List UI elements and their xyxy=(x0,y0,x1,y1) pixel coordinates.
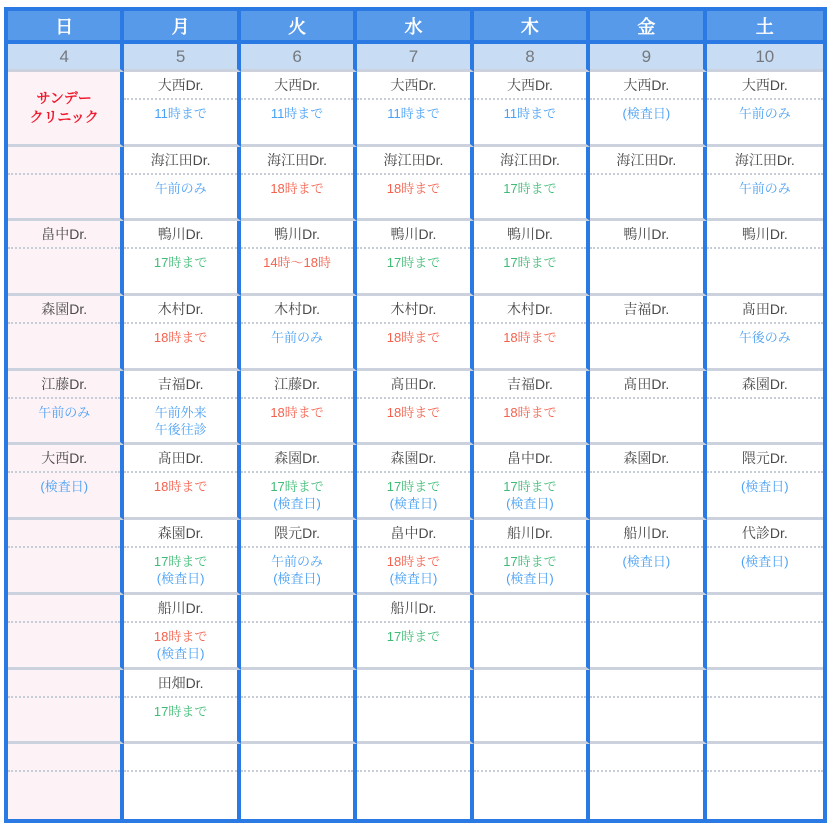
schedule-cell xyxy=(590,445,706,520)
schedule-time xyxy=(241,249,353,293)
sunday-clinic-label: クリニック xyxy=(29,108,99,125)
time-note: (検査日) xyxy=(740,554,789,570)
time-note: 17時まで xyxy=(503,479,557,495)
schedule-cell xyxy=(8,595,124,670)
doctor-name: 大西Dr. xyxy=(241,72,353,100)
schedule-cell xyxy=(707,72,823,147)
schedule-time xyxy=(8,772,120,819)
schedule-cell xyxy=(474,371,590,446)
schedule-cell xyxy=(8,744,124,819)
time-note: 18時まで xyxy=(386,554,441,570)
doctor-name: 森園Dr. xyxy=(707,371,823,399)
schedule-cell xyxy=(357,72,473,147)
schedule-time xyxy=(8,623,120,667)
time-note: 18時まで xyxy=(153,330,208,346)
schedule-time xyxy=(707,175,823,219)
doctor-name: 海江田Dr. xyxy=(474,147,586,175)
doctor-name: 大西Dr. xyxy=(8,445,120,473)
doctor-name: 畠中Dr. xyxy=(474,445,586,473)
schedule-cell xyxy=(357,147,473,222)
schedule-time xyxy=(474,548,586,592)
schedule-time xyxy=(707,324,823,368)
schedule-cell xyxy=(241,147,357,222)
schedule-cell xyxy=(707,670,823,745)
time-note: 18時まで xyxy=(270,180,324,196)
schedule-cell xyxy=(124,147,240,222)
doctor-name xyxy=(707,595,823,623)
date-cell-fri: 9 xyxy=(590,44,706,72)
doctor-name: 畠中Dr. xyxy=(8,221,120,249)
schedule-time xyxy=(357,249,469,293)
schedule-cell xyxy=(241,72,357,147)
schedule-time xyxy=(241,548,353,592)
schedule-time xyxy=(357,548,469,592)
schedule-cell xyxy=(707,147,823,222)
schedule-time xyxy=(8,473,120,517)
schedule-time xyxy=(124,698,236,742)
doctor-name xyxy=(474,595,586,623)
time-note: (検査日) xyxy=(156,645,205,661)
schedule-cell xyxy=(590,595,706,670)
doctor-name: 大西Dr. xyxy=(124,72,236,100)
time-note: (検査日) xyxy=(740,479,789,495)
doctor-name xyxy=(8,520,120,548)
schedule-cell xyxy=(124,296,240,371)
sunday-clinic-label: サンデー xyxy=(36,89,92,106)
time-note: (検査日) xyxy=(273,571,321,587)
schedule-cell xyxy=(124,72,240,147)
schedule-time xyxy=(241,772,353,819)
doctor-name xyxy=(241,670,353,698)
schedule-cell xyxy=(357,296,473,371)
weekday-header-thu: 木 xyxy=(474,11,590,44)
weekday-header-fri: 金 xyxy=(590,11,706,44)
time-note: (検査日) xyxy=(273,496,321,512)
schedule-cell xyxy=(474,147,590,222)
time-note: 18時まで xyxy=(503,330,557,346)
schedule-cell xyxy=(124,670,240,745)
schedule-time xyxy=(590,249,702,293)
doctor-name: 大西Dr. xyxy=(357,72,469,100)
date-cell-sat: 10 xyxy=(707,44,823,72)
schedule-time xyxy=(707,249,823,293)
schedule-time xyxy=(8,324,120,368)
schedule-cell xyxy=(590,296,706,371)
doctor-name xyxy=(241,595,353,623)
schedule-time xyxy=(8,399,120,443)
schedule-cell xyxy=(124,371,240,446)
schedule-cell xyxy=(8,445,124,520)
schedule-time xyxy=(590,473,702,517)
time-note: 午前のみ xyxy=(738,106,791,121)
time-note: 17時まで xyxy=(386,479,441,495)
schedule-cell xyxy=(707,595,823,670)
schedule-time xyxy=(124,473,236,517)
schedule-cell xyxy=(474,670,590,745)
doctor-name: 海江田Dr. xyxy=(124,147,236,175)
date-cell-thu: 8 xyxy=(474,44,590,72)
schedule-time xyxy=(357,473,469,517)
doctor-name: 森園Dr. xyxy=(357,445,469,473)
schedule-time xyxy=(707,698,823,742)
doctor-name: 江藤Dr. xyxy=(241,371,353,399)
date-cell-tue: 6 xyxy=(241,44,357,72)
doctor-name xyxy=(590,595,702,623)
schedule-time xyxy=(474,698,586,742)
schedule-cell xyxy=(590,371,706,446)
schedule-time xyxy=(357,772,469,819)
time-note: 18時まで xyxy=(503,404,557,420)
schedule-cell xyxy=(357,520,473,595)
time-note: (検査日) xyxy=(622,554,671,570)
time-note: 17時まで xyxy=(503,554,557,570)
doctor-name: 畠中Dr. xyxy=(357,520,469,548)
schedule-time xyxy=(590,698,702,742)
doctor-name: 髙田Dr. xyxy=(124,445,236,473)
time-note: 18時まで xyxy=(153,628,208,644)
schedule-cell xyxy=(590,670,706,745)
time-note: 11時まで xyxy=(503,106,557,121)
schedule-time xyxy=(707,473,823,517)
doctor-name xyxy=(8,744,120,772)
schedule-cell xyxy=(124,445,240,520)
schedule-cell xyxy=(590,520,706,595)
schedule-cell xyxy=(357,670,473,745)
schedule-time xyxy=(357,623,469,667)
doctor-name: 海江田Dr. xyxy=(590,147,702,175)
weekday-header-sat: 土 xyxy=(707,11,823,44)
doctor-name: 吉福Dr. xyxy=(474,371,586,399)
doctor-name xyxy=(474,744,586,772)
time-note: 17時まで xyxy=(153,703,208,719)
schedule-cell xyxy=(8,371,124,446)
schedule-time xyxy=(357,399,469,443)
schedule-time xyxy=(707,399,823,443)
date-cell-mon: 5 xyxy=(124,44,240,72)
schedule-cell xyxy=(474,520,590,595)
time-note: (検査日) xyxy=(40,479,89,495)
time-note: 18時まで xyxy=(386,180,441,196)
schedule-cell xyxy=(474,595,590,670)
schedule-cell xyxy=(474,221,590,296)
doctor-name: 隈元Dr. xyxy=(707,445,823,473)
schedule-time xyxy=(707,100,823,144)
doctor-name: 鴨川Dr. xyxy=(707,221,823,249)
doctor-name xyxy=(707,670,823,698)
schedule-cell xyxy=(241,371,357,446)
doctor-name: 吉福Dr. xyxy=(124,371,236,399)
schedule-time xyxy=(241,399,353,443)
schedule-cell xyxy=(357,595,473,670)
time-note: 午前のみ xyxy=(738,180,791,196)
doctor-name xyxy=(590,744,702,772)
doctor-name: 船川Dr. xyxy=(357,595,469,623)
time-note: (検査日) xyxy=(506,496,554,512)
schedule-time xyxy=(357,175,469,219)
doctor-name: 鴨川Dr. xyxy=(124,221,236,249)
doctor-name: 森園Dr. xyxy=(124,520,236,548)
time-note: 17時まで xyxy=(270,479,324,495)
schedule-time xyxy=(590,399,702,443)
doctor-name: 吉福Dr. xyxy=(590,296,702,324)
doctor-name: 隈元Dr. xyxy=(241,520,353,548)
schedule-time xyxy=(357,100,469,144)
doctor-name: 大西Dr. xyxy=(474,72,586,100)
schedule-cell xyxy=(241,744,357,819)
doctor-name xyxy=(590,670,702,698)
schedule-cell xyxy=(241,670,357,745)
time-note: 午後のみ xyxy=(738,330,791,346)
doctor-name: 船川Dr. xyxy=(124,595,236,623)
weekday-header-mon: 月 xyxy=(124,11,240,44)
weekday-header-sun: 日 xyxy=(8,11,124,44)
schedule-time xyxy=(590,175,702,219)
schedule-cell xyxy=(8,221,124,296)
schedule-time xyxy=(590,548,702,592)
schedule-cell xyxy=(590,147,706,222)
doctor-name: 木村Dr. xyxy=(357,296,469,324)
schedule-time xyxy=(241,100,353,144)
time-note: (検査日) xyxy=(156,571,205,587)
schedule-time xyxy=(8,249,120,293)
schedule-cell xyxy=(8,147,124,222)
doctor-name xyxy=(357,670,469,698)
doctor-name: 海江田Dr. xyxy=(357,147,469,175)
schedule-time xyxy=(241,473,353,517)
time-note: 17時まで xyxy=(386,628,441,644)
weekday-header-tue: 火 xyxy=(241,11,357,44)
time-note: (検査日) xyxy=(506,571,554,587)
schedule-cell xyxy=(474,72,590,147)
schedule-cell xyxy=(707,445,823,520)
doctor-name: 森園Dr. xyxy=(590,445,702,473)
schedule-time xyxy=(474,175,586,219)
time-note: 午後往診 xyxy=(154,421,207,437)
schedule-cell xyxy=(241,221,357,296)
schedule-time xyxy=(8,175,120,219)
doctor-name xyxy=(474,670,586,698)
schedule-cell xyxy=(241,445,357,520)
schedule-cell xyxy=(474,445,590,520)
schedule-time xyxy=(357,324,469,368)
schedule-cell xyxy=(8,670,124,745)
schedule-time xyxy=(124,623,236,667)
doctor-name: 代診Dr. xyxy=(707,520,823,548)
doctor-name xyxy=(241,744,353,772)
schedule-cell xyxy=(707,221,823,296)
schedule-time xyxy=(474,100,586,144)
schedule-time xyxy=(707,623,823,667)
schedule-time xyxy=(590,100,702,144)
schedule-time xyxy=(124,175,236,219)
time-note: 午前のみ xyxy=(271,330,324,346)
schedule-cell xyxy=(124,221,240,296)
doctor-name: 髙田Dr. xyxy=(357,371,469,399)
schedule-time xyxy=(124,100,236,144)
doctor-name: 海江田Dr. xyxy=(707,147,823,175)
schedule-cell xyxy=(707,296,823,371)
time-note: 11時まで xyxy=(387,106,440,121)
doctor-name: 鴨川Dr. xyxy=(590,221,702,249)
schedule-time xyxy=(707,548,823,592)
schedule-time xyxy=(590,623,702,667)
schedule-cell xyxy=(357,445,473,520)
doctor-name: 海江田Dr. xyxy=(241,147,353,175)
date-cell-wed: 7 xyxy=(357,44,473,72)
doctor-name: 木村Dr. xyxy=(474,296,586,324)
schedule-time xyxy=(590,324,702,368)
time-note: 18時まで xyxy=(386,404,441,420)
schedule-time xyxy=(241,175,353,219)
schedule-time xyxy=(241,698,353,742)
schedule-time xyxy=(124,548,236,592)
schedule-cell xyxy=(590,72,706,147)
doctor-name xyxy=(8,595,120,623)
doctor-name: 田畑Dr. xyxy=(124,670,236,698)
clinic-schedule-calendar xyxy=(4,7,827,823)
doctor-name: 船川Dr. xyxy=(590,520,702,548)
doctor-name: 森園Dr. xyxy=(8,296,120,324)
doctor-name: 船川Dr. xyxy=(474,520,586,548)
time-note: 午前のみ xyxy=(271,554,324,570)
time-note: 18時まで xyxy=(386,330,441,346)
schedule-cell xyxy=(357,744,473,819)
time-note: 18時まで xyxy=(270,404,324,420)
schedule-cell xyxy=(590,744,706,819)
doctor-name: 鴨川Dr. xyxy=(241,221,353,249)
schedule-cell xyxy=(474,296,590,371)
schedule-time xyxy=(8,698,120,742)
schedule-time xyxy=(124,324,236,368)
doctor-name xyxy=(8,670,120,698)
time-note: (検査日) xyxy=(389,496,438,512)
doctor-name: 木村Dr. xyxy=(124,296,236,324)
schedule-time xyxy=(124,249,236,293)
schedule-cell xyxy=(241,296,357,371)
doctor-name: 江藤Dr. xyxy=(8,371,120,399)
schedule-cell xyxy=(8,72,124,147)
schedule-cell xyxy=(474,744,590,819)
schedule-cell xyxy=(8,296,124,371)
schedule-cell xyxy=(590,221,706,296)
schedule-cell xyxy=(707,371,823,446)
schedule-time xyxy=(590,772,702,819)
time-note: 午前のみ xyxy=(38,404,91,420)
schedule-time xyxy=(474,399,586,443)
schedule-time xyxy=(474,324,586,368)
time-note: 午前外来 xyxy=(154,404,207,420)
weekday-header-wed: 水 xyxy=(357,11,473,44)
schedule-time xyxy=(241,623,353,667)
doctor-name xyxy=(124,744,236,772)
schedule-cell xyxy=(124,520,240,595)
doctor-name: 鴨川Dr. xyxy=(474,221,586,249)
schedule-time xyxy=(474,249,586,293)
schedule-time xyxy=(707,772,823,819)
doctor-name xyxy=(707,744,823,772)
time-note: 18時まで xyxy=(153,479,208,495)
doctor-name: 森園Dr. xyxy=(241,445,353,473)
doctor-name: 木村Dr. xyxy=(241,296,353,324)
schedule-cell xyxy=(357,371,473,446)
schedule-cell xyxy=(241,520,357,595)
schedule-cell xyxy=(8,520,124,595)
time-note: (検査日) xyxy=(389,571,438,587)
schedule-cell xyxy=(124,595,240,670)
time-note: 14時〜18時 xyxy=(263,255,332,271)
time-note: 17時まで xyxy=(153,255,208,271)
schedule-cell xyxy=(707,744,823,819)
schedule-time xyxy=(357,698,469,742)
schedule-time xyxy=(474,623,586,667)
schedule-time xyxy=(241,324,353,368)
time-note: 17時まで xyxy=(503,180,557,196)
doctor-name xyxy=(357,744,469,772)
date-cell-sun: 4 xyxy=(8,44,124,72)
time-note: 11時まで xyxy=(154,106,207,121)
schedule-time xyxy=(474,772,586,819)
time-note: 17時まで xyxy=(386,255,441,271)
schedule-time xyxy=(124,772,236,819)
doctor-name xyxy=(8,147,120,175)
doctor-name: 髙田Dr. xyxy=(590,371,702,399)
doctor-name: 大西Dr. xyxy=(707,72,823,100)
doctor-name: 大西Dr. xyxy=(590,72,702,100)
schedule-cell xyxy=(241,595,357,670)
time-note: 17時まで xyxy=(153,554,208,570)
schedule-cell xyxy=(707,520,823,595)
time-note: 17時まで xyxy=(503,255,557,271)
schedule-time xyxy=(8,548,120,592)
schedule-cell xyxy=(124,744,240,819)
schedule-cell xyxy=(357,221,473,296)
time-note: (検査日) xyxy=(622,106,671,121)
doctor-name: 鴨川Dr. xyxy=(357,221,469,249)
schedule-time xyxy=(124,399,236,443)
time-note: 11時まで xyxy=(270,106,324,121)
doctor-name: 髙田Dr. xyxy=(707,296,823,324)
time-note: 午前のみ xyxy=(154,180,207,196)
schedule-time xyxy=(474,473,586,517)
